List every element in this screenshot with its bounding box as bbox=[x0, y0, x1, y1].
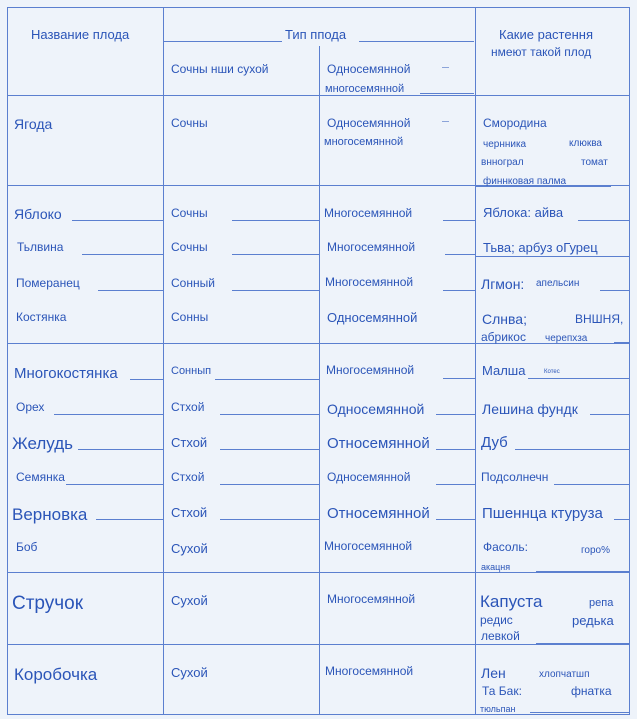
plant: финнковая палма bbox=[483, 176, 567, 187]
plant: Тьва; арбуз оГурец bbox=[483, 240, 598, 255]
fruit-kind: Сочны bbox=[171, 116, 208, 130]
plant: Котес bbox=[544, 369, 560, 375]
plant: томат bbox=[581, 157, 608, 168]
fruit-name: Тьлвина bbox=[17, 240, 64, 254]
row-divider bbox=[7, 572, 630, 573]
fruit-seeds-alt: многосемянной bbox=[324, 136, 404, 148]
plant: Пшеннца ктуруза bbox=[482, 505, 603, 522]
fruit-seeds: Односемянной bbox=[327, 310, 418, 325]
plant: левкой bbox=[481, 629, 520, 643]
plant: редис bbox=[480, 613, 513, 627]
column-divider bbox=[319, 46, 320, 715]
fruit-name: Коробочка bbox=[14, 665, 98, 684]
fruit-name: Костянка bbox=[16, 310, 67, 324]
plant: фнатка bbox=[571, 684, 612, 698]
header-dash: — bbox=[442, 64, 449, 71]
plant: акацня bbox=[481, 562, 511, 572]
header-one-seeded: Односемянной bbox=[327, 62, 411, 76]
header-fruit-name: Название плода bbox=[31, 27, 130, 42]
header-plants-line1: Какие растення bbox=[499, 27, 593, 42]
fruit-kind: Стхой bbox=[171, 505, 208, 520]
fruit-seeds: Односемянной bbox=[327, 401, 425, 417]
fruit-name: Желудь bbox=[12, 434, 74, 453]
fruit-seeds: Относемянной bbox=[327, 505, 430, 522]
fruit-seeds: Многосемянной bbox=[325, 275, 414, 289]
row-divider bbox=[7, 644, 630, 645]
fruit-seeds: Односемянной bbox=[327, 470, 411, 484]
plant: редька bbox=[572, 613, 614, 628]
fruit-kind: Стхой bbox=[171, 435, 208, 450]
plant: апельсин bbox=[536, 278, 580, 289]
fruit-name: Ягода bbox=[14, 116, 53, 132]
fruit-name: Боб bbox=[16, 540, 38, 554]
fruit-name: Померанец bbox=[16, 276, 80, 290]
plant: Та Бак: bbox=[482, 684, 522, 698]
fruit-kind: Соннып bbox=[171, 365, 212, 377]
fruit-kind: Сочны bbox=[171, 206, 208, 220]
fruit-name: Яблоко bbox=[14, 206, 62, 222]
row-divider bbox=[7, 95, 630, 96]
plant: вннограл bbox=[481, 157, 524, 168]
plant: Лен bbox=[481, 665, 506, 681]
fruit-name: Семянка bbox=[16, 470, 65, 484]
fruit-name: Многокостянка bbox=[14, 365, 118, 382]
plant: Лгмон: bbox=[481, 276, 525, 292]
plant: Дуб bbox=[481, 434, 508, 451]
plant: горо% bbox=[581, 545, 611, 556]
fruit-kind: Сочны bbox=[171, 240, 208, 254]
fruit-name: Верновка bbox=[12, 505, 88, 524]
header-fruit-type: Тип ппода bbox=[285, 27, 347, 42]
plant: Подсолнечн bbox=[481, 470, 549, 484]
fruit-seeds: Многосемянной bbox=[326, 363, 415, 377]
header-plants-line2: нмеют такой плод bbox=[491, 45, 592, 59]
header-juicy-dry: Сочны нши сухой bbox=[171, 62, 269, 76]
fruit-seeds: Многосемянной bbox=[325, 664, 414, 678]
plant: репа bbox=[589, 597, 614, 609]
fruit-kind: Сухой bbox=[171, 541, 208, 556]
plant: чернника bbox=[483, 139, 527, 150]
fruit-seeds: Многосемянной bbox=[324, 206, 413, 220]
fruit-name: Стручок bbox=[12, 593, 84, 614]
plant: ВНШНЯ, bbox=[575, 312, 624, 326]
plant: хлопчатшп bbox=[539, 669, 590, 680]
fruit-kind: Сухой bbox=[171, 665, 208, 680]
fruit-kind: Сонны bbox=[171, 310, 209, 324]
fruit-seeds: Многосемянной bbox=[327, 592, 416, 606]
fruit-kind: Стхой bbox=[171, 400, 205, 414]
row-divider bbox=[7, 343, 630, 344]
seeds-dash: — bbox=[442, 118, 449, 125]
fruit-seeds: Многосемянной bbox=[327, 240, 416, 254]
fruit-kind: Сухой bbox=[171, 593, 208, 608]
plant: абрикос bbox=[481, 330, 526, 344]
plant: Капуста bbox=[480, 592, 543, 611]
plant: Яблока: айва bbox=[483, 205, 564, 220]
plant: Фасоль: bbox=[483, 540, 528, 554]
plant: Малша bbox=[482, 363, 526, 378]
header-many-seeded: многосемянной bbox=[325, 83, 405, 95]
fruit-seeds: Относемянной bbox=[327, 435, 430, 452]
fruit-seeds: Односемянной bbox=[327, 116, 411, 130]
fruit-kind: Сонный bbox=[171, 276, 215, 290]
plant: Слнва; bbox=[482, 311, 527, 327]
plant: клюква bbox=[569, 138, 602, 149]
fruit-seeds: Многосемянной bbox=[324, 539, 413, 553]
column-divider bbox=[475, 7, 476, 715]
plant: черепхза bbox=[545, 333, 588, 344]
column-divider bbox=[163, 7, 164, 715]
fruit-kind: Стхой bbox=[171, 470, 205, 484]
plant: тюльпан bbox=[480, 704, 516, 714]
plant: Лешина фундк bbox=[482, 401, 578, 417]
fruit-name: Орех bbox=[16, 400, 45, 414]
plant: Смородина bbox=[483, 116, 547, 130]
